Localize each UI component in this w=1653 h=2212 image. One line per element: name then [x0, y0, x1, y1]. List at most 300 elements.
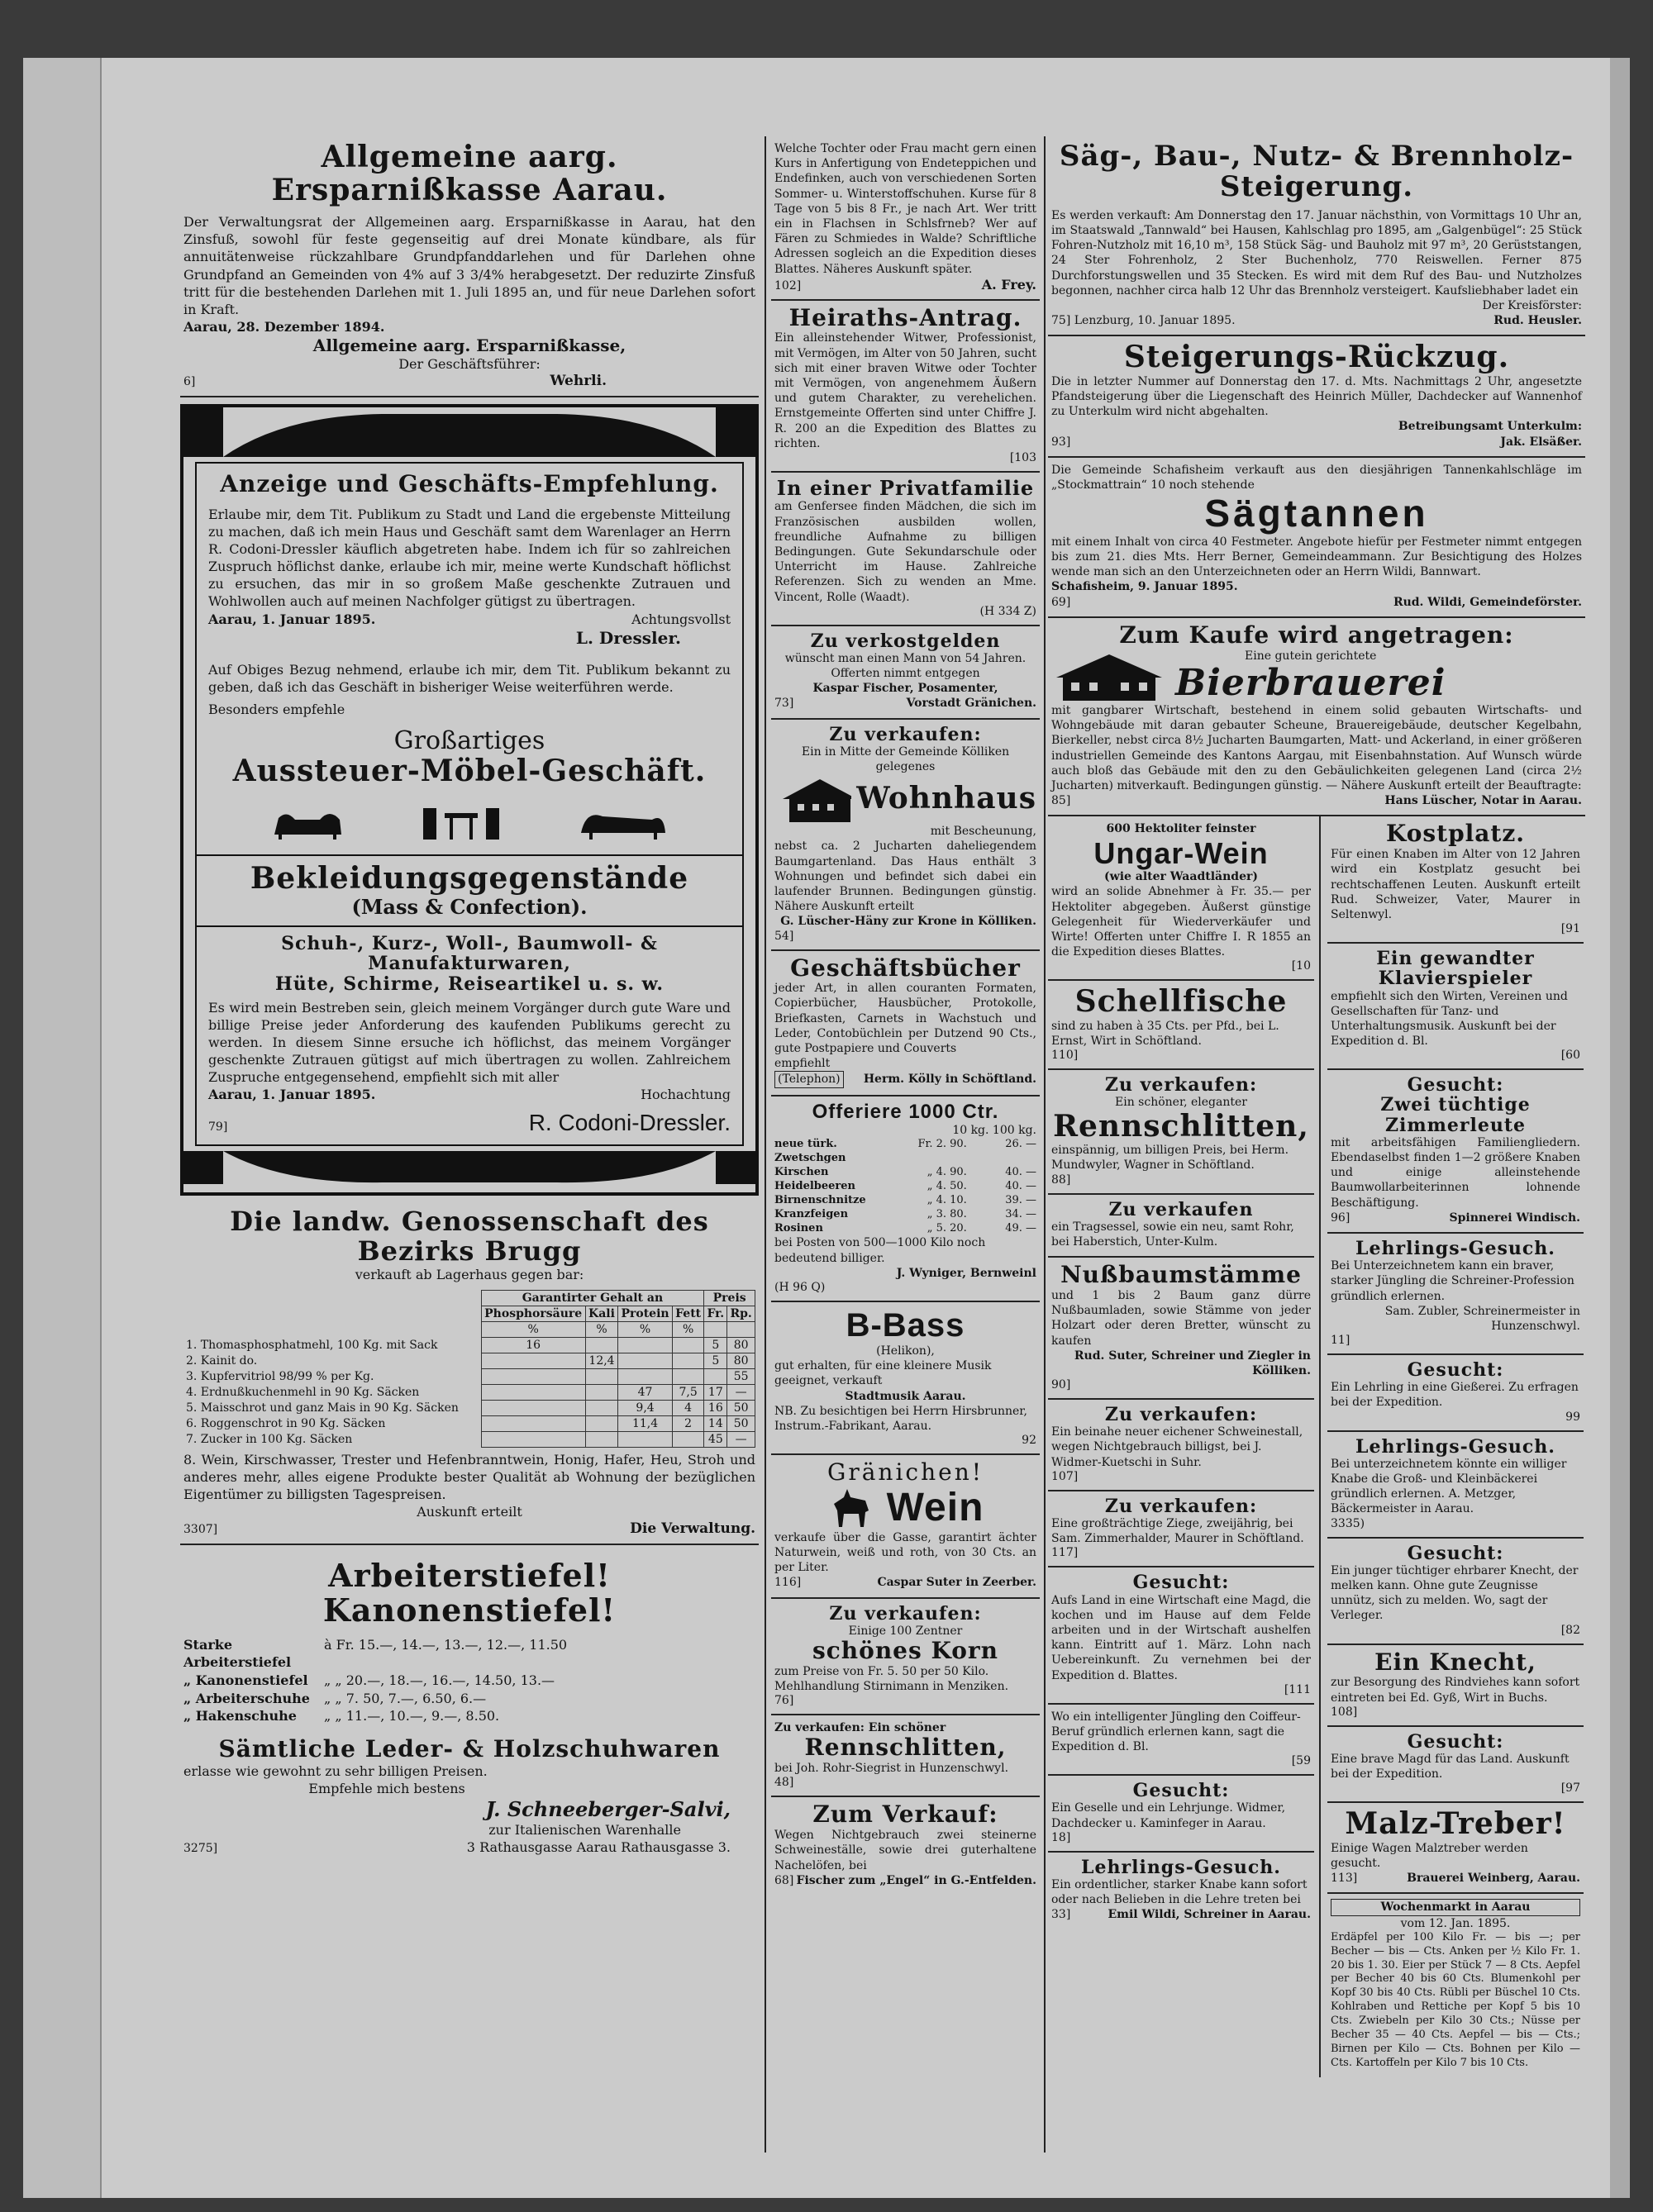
price-row	[183, 1707, 755, 1725]
table-cell: 14	[704, 1415, 727, 1431]
ad-heading: Bierbrauerei	[1175, 661, 1446, 704]
table-header: Garantirter Gehalt an	[481, 1290, 704, 1306]
ad-sign-role: Der Geschäftsführer:	[398, 355, 541, 372]
ad-intro: Ein in Mitte der Gemeinde Kölliken gelegenes	[801, 744, 1010, 773]
table-row	[183, 1431, 755, 1447]
product-name: Heidelbeeren	[774, 1179, 855, 1192]
price-values: „ „ 20.—, 18.—, 16.—, 14.50, 13.—	[324, 1672, 555, 1689]
ad-rennschlitten	[771, 1715, 1040, 1797]
ad-number: 33]	[1051, 1908, 1071, 1922]
ad-body: Es werden verkauft: Am Donnerstag den 17. Januar nächsthin, von Vormittags 10 Uhr an, im Staatswald „Tannwald“ bei Hausen, Kahlschlag pro 1895, am „Galgenbügel“: 25 Stück Fohren-Nutzholz mit 16,10 m³, 158 Stück Säg- und Bauholz mit 97 m³, 20 Gerüststangen, 24 Ster Fohrenholz, 2 Ster Buchenholz, 770 Reiswellen. Ferner 875 Durchforstungswellen und 35 Stecken. Es wird mit dem Ruf des Bau- und Nutzholzes begonnen, nachher circa halb 12 Uhr das Brennholz versteigert. Kaufsliebhaber ladet ein	[1051, 208, 1582, 297]
ad-greeting: Hochachtung	[641, 1087, 731, 1103]
ad-body: am Genfersee finden Mädchen, die sich im Französischen ausbilden wollen, freundliche Aufnahme zu billigen Bedingungen. Gute Sekundarschule oder Unterricht im Hause. Zahlreiche Referenzen. Sich zu wenden an Mme. Vincent, Rolle (Waadt).	[774, 500, 1036, 604]
ad-number: 18]	[1051, 1830, 1071, 1844]
ad-knecht-2	[1327, 1645, 1584, 1727]
ad-signature: J. Schneeberger-Salvi,	[485, 1796, 731, 1821]
ad-number: [103	[1009, 450, 1036, 464]
ad-signature: Fischer zum „Engel“ in G.-Entfelden.	[796, 1873, 1036, 1887]
ad-kostplatz	[1327, 816, 1584, 944]
ad-title: Steigerungs-Rückzug.	[1123, 340, 1510, 375]
ad-number: 68]	[774, 1873, 794, 1887]
brewery-building-icon	[1051, 649, 1167, 702]
ad-dressler	[195, 462, 744, 1146]
table-cell: 7,5	[672, 1384, 703, 1400]
column-3	[1048, 136, 1585, 2077]
ad-number: [111	[1284, 1682, 1311, 1696]
ad-signature: Wehrli.	[550, 373, 607, 390]
table-cell: 47	[618, 1384, 673, 1400]
table-row	[183, 1400, 755, 1415]
ad-title: Zu verkaufen	[1108, 1198, 1254, 1220]
product-name: 2. Kainit do.	[186, 1353, 258, 1368]
ad-title: Allgemeine aarg. Ersparnißkasse Aarau.	[271, 140, 668, 207]
ad-number: 54]	[774, 929, 794, 943]
ad-title: Offeriere 1000 Ctr.	[812, 1100, 999, 1123]
price-value: 39. —	[1005, 1193, 1036, 1206]
ad-body: bei Posten von 500—1000 Kilo noch bedeutend billiger.	[774, 1236, 986, 1265]
right-margin-strip	[1610, 58, 1630, 2198]
ad-subtitle: Ein schöner, eleganter	[1115, 1096, 1247, 1110]
product-name: neue türk. Zwetschgen	[774, 1138, 846, 1165]
ad-number: 79]	[208, 1120, 228, 1135]
ad-goods: Hüte, Schirme, Reiseartikel u. s. w.	[274, 973, 665, 995]
ad-info: Auskunft erteilt	[417, 1504, 522, 1520]
price-row	[774, 1208, 1036, 1222]
ad-title: Gesucht:	[1132, 1572, 1230, 1594]
ad-tragsessel	[1048, 1195, 1314, 1258]
table-cell	[585, 1431, 617, 1447]
ad-dressler-frame	[180, 404, 759, 1196]
ad-wochenmarkt	[1327, 1894, 1584, 2076]
ad-title: Ein Knecht,	[1374, 1648, 1536, 1676]
ad-nussbaum	[1048, 1258, 1314, 1400]
ad-body: gut erhalten, für eine kleinere Musik geeignet, verkauft	[774, 1359, 992, 1388]
ad-body: jeder Art, in allen couranten Formaten, Copierbücher, Hausbücher, Protokolle, Briefkasten, Carnets in Wachstuch und Leder, Contobüchlein per Dutzend 90 Cts., gute Postpapiere und Couverts	[774, 982, 1036, 1056]
ad-signature: Rud. Heusler.	[1493, 314, 1582, 328]
ad-body: Die in letzter Nummer auf Donnerstag den 17. d. Mts. Nachmittags 2 Uhr, angesetzte Pfandsteigerung über die Liegenschaft des Heinrich Müller, Dachdecker auf Wannenhof zu Unterkulm wird nicht abgehalten.	[1051, 374, 1582, 419]
ad-bierbrauerei	[1048, 618, 1585, 817]
price-row	[183, 1690, 755, 1708]
unit: %	[481, 1321, 585, 1337]
ad-number: 88]	[1051, 1173, 1071, 1187]
ad-body: Aufs Land in eine Wirtschaft eine Magd, die kochen und im Hause auf dem Felde arbeiten und in der Wirtschaft aushelfen kann. Eintritt auf 1. März. Lohn nach Uebereinkunft. Zu vernehmen bei der Expedition d. Blattes.	[1051, 1593, 1311, 1682]
house-icon	[774, 774, 851, 824]
ad-rennschlitten-2	[1048, 1070, 1314, 1194]
ad-body: Wo ein intelligenter Jüngling den Coiffeur-Beruf gründlich erlernen kann, sagt die Expedition d. Bl.	[1051, 1710, 1301, 1754]
table-cell: 16	[481, 1337, 585, 1353]
ad-number: [10	[1291, 959, 1311, 973]
table-cell: —	[727, 1431, 755, 1447]
column-header: Kali	[585, 1306, 617, 1321]
ad-body: 8. Wein, Kirschwasser, Trester und Hefenbranntwein, Honig, Hafer, Heu, Stroh und anderes mehr, alles eigene Produkte bester Qualität ab Wohnung der bezüglichen Eigentümer zu billigsten Tagespreisen.	[183, 1451, 755, 1503]
price-row	[774, 1180, 1036, 1194]
ad-korn	[771, 1599, 1040, 1716]
ad-magd	[1048, 1567, 1314, 1704]
ad-number: [82	[1560, 1623, 1580, 1637]
ad-body: sind zu haben à 35 Cts. per Pfd., bei L. Ernst, Wirt in Schöftland.	[1051, 1019, 1279, 1049]
ad-body: Bei unterzeichnetem könnte ein williger Knabe die Groß- und Kleinbäckerei gründlich erlernen. A. Metzger, Bäckermeister in Aarau.	[1331, 1457, 1567, 1516]
ad-number: 85]	[1051, 794, 1071, 808]
ad-title: Zum Kaufe wird angetragen:	[1119, 621, 1514, 649]
chaise-icon	[578, 802, 669, 841]
ad-subtitle: Eine gutein gerichtete	[1245, 649, 1377, 663]
product-name: 3. Kupfervitriol 98/99 % per Kg.	[186, 1369, 374, 1383]
table-cell	[618, 1353, 673, 1368]
ad-title: Gesucht:	[1132, 1780, 1230, 1802]
ad-body: wird an solide Abnehmer à Fr. 35.— per Hektoliter abgegeben. Äußerst günstige Gelegenheit für Wiederverkäufer und Wirte! Offerten unter Chiffre I. R 1855 an die Expedition dieses Blattes.	[1051, 885, 1311, 959]
table-cell	[672, 1431, 703, 1447]
ad-number: 110]	[1051, 1049, 1079, 1063]
ad-subtitle: vom 12. Jan. 1895.	[1400, 1916, 1511, 1930]
ad-signature: Stadtmusik Aarau.	[845, 1389, 966, 1403]
ad-body: Die Gemeinde Schafisheim verkauft aus den diesjährigen Tannenkahlschläge im „Stockmattrain“ 10 noch stehende	[1051, 463, 1582, 492]
ad-holzsteigerung	[1048, 136, 1585, 336]
product-name: Kirschen	[774, 1165, 829, 1178]
ad-lehrling-2	[1327, 1432, 1584, 1539]
ad-number: 73]	[774, 697, 794, 711]
ad-title: Ein gewandter Klavierspieler	[1376, 948, 1535, 990]
ad-body: Auf Obiges Bezug nehmend, erlaube ich mir, dem Tit. Publikum bekannt zu geben, daß ich das Geschäft in bisheriger Weise weiterführen werde.	[208, 661, 731, 695]
ad-subtitle: (Helikon),	[876, 1344, 935, 1358]
goat-icon	[827, 1486, 877, 1530]
ad-number: 117]	[1051, 1546, 1079, 1560]
ad-body: Wegen Nichtgebrauch zwei steinerne Schweineställe, sowie drei guterhaltene Nachelöfen, bei	[774, 1829, 1036, 1872]
ad-number: 3275]	[183, 1841, 218, 1855]
price-value: „ 4. 50.	[927, 1179, 967, 1192]
table-cell: 5	[704, 1353, 727, 1368]
ad-ungarwein	[1048, 816, 1314, 981]
ad-heading: Aussteuer-Möbel-Geschäft.	[232, 753, 707, 788]
table-cell	[481, 1431, 585, 1447]
ad-ziege	[1048, 1491, 1314, 1568]
price-row	[774, 1222, 1036, 1236]
ad-note: NB. Zu besichtigen bei Herrn Hirsbrunner, Instrum.-Fabrikant, Aarau.	[774, 1404, 1027, 1433]
table-cell: 9,4	[618, 1400, 673, 1415]
table-cell: 55	[727, 1368, 755, 1384]
ad-title: Nußbaumstämme	[1060, 1261, 1302, 1289]
ad-signature: Sam. Zubler, Schreinermeister in Hunzenschwyl.	[1384, 1304, 1580, 1333]
ad-body: Eine brave Magd für das Land. Auskunft bei der Expedition.	[1331, 1752, 1570, 1781]
price-value: „ 5. 20.	[927, 1221, 967, 1234]
ad-body: Erlaube mir, dem Tit. Publikum zu Stadt und Land die ergebenste Mitteilung zu machen, daß ich mein Haus und Geschäft samt dem Warenlager an Herrn R. Codoni-Dressler käuflich abgetreten habe. Indem ich für so zahlreichen Zuspruch höflichst danke, erlaube ich mir, meine werte Kundschaft höflichst zu ersuchen, das mir in so großem Maße geschenkte Zutrauen und Wohlwollen auch auf meinen Nachfolger gütigst zu übertragen.	[208, 506, 731, 610]
ad-number: [59	[1291, 1754, 1311, 1768]
ad-subtitle: verkauft ab Lagerhaus gegen bar:	[355, 1266, 584, 1282]
ad-giesserei	[1327, 1355, 1584, 1432]
ad-body: wünscht man einen Mann von 54 Jahren. Offerten nimmt entgegen	[784, 651, 1027, 681]
ad-bass	[771, 1302, 1040, 1455]
classifieds-two-column	[1048, 816, 1585, 2076]
ad-title: Die landw. Genossenschaft des Bezirks Brugg	[230, 1206, 709, 1267]
ad-signature: A. Frey.	[981, 276, 1036, 293]
ad-title: Lehrlings-Gesuch.	[1081, 1856, 1281, 1878]
ad-title: Ungar-Wein	[1093, 835, 1269, 870]
ad-stiefel	[180, 1545, 759, 1862]
ad-subheading: (Mass & Confection).	[351, 895, 588, 920]
ad-privat	[771, 473, 1040, 626]
ad-signature: Die Verwaltung.	[630, 1520, 755, 1538]
price-value: 40. —	[1005, 1165, 1036, 1178]
ad-address: 3 Rathausgasse Aarau Rathausgasse 3.	[466, 1839, 731, 1855]
ad-body: und 1 bis 2 Baum ganz dürre Nußbaumladen, sowie Stämme von jeder Holzart oder deren Bretter, wünscht zu kaufen	[1051, 1288, 1311, 1348]
ad-body: Ein alleinstehender Witwer, Professionist, mit Vermögen, im Alter von 50 Jahren, sucht sich mit einer braven Witwe oder Tochter mit Vermögen, von angenehmem Äußern und gutem Charakter, zu verehelichen. Ernstgemeinte Offerten sind unter Chiffre J. R. 200 an die Expedition des Blattes zu richten.	[774, 331, 1036, 450]
decorative-arch	[183, 407, 755, 457]
ad-body: Ein ordentlicher, starker Knabe kann sofort oder nach Belieben in die Lehre treten bei	[1051, 1878, 1308, 1907]
ad-body: Erdäpfel per 100 Kilo Fr. — bis —; per Becher — bis — Cts. Anken per ½ Kilo Fr. 1. 20 bis 1. 30. Eier per Stück 7 — 8 Cts. Aepfel per Becher 40 bis 60 Cts. Blumenkohl per Kopf 30 bis 40 Cts. Rübli per Büschel 10 Cts. Kohlraben und Rettiche per Kopf 5 bis 10 Cts. Zwiebeln per Kilo 30 Cts.; Nüsse per Becher 35 — 40 Cts. Aepfel — bis — Cts.; Birnen per Kilo — Cts. Bohnen per Kilo — Cts. Kartoffeln per Kilo 7 bis 10 Cts.	[1331, 1930, 1580, 2069]
ad-offerte	[771, 1096, 1040, 1302]
table-chairs-icon	[420, 802, 503, 841]
table-row	[183, 1415, 755, 1431]
left-margin-strip	[23, 58, 102, 2198]
ad-body: empfiehlt sich den Wirten, Vereinen und Gesellschaften für Tanz- und Unterhaltungsmusik. Auskunft bei der Expedition d. Bl.	[1331, 989, 1568, 1049]
table-cell	[672, 1353, 703, 1368]
ad-heading: Wohnhaus	[856, 781, 1036, 816]
ad-signature: Spinnerei Windisch.	[1449, 1211, 1580, 1225]
ad-coiffeur	[1048, 1705, 1314, 1777]
table-cell	[481, 1384, 585, 1400]
table-row	[183, 1384, 755, 1400]
sofa-icon	[270, 802, 345, 841]
ad-wein	[771, 1455, 1040, 1599]
table-cell: 80	[727, 1337, 755, 1353]
ad-number: 99	[1565, 1410, 1580, 1424]
ad-number: 69]	[1051, 595, 1071, 609]
product-name: 7. Zucker in 100 Kg. Säcken	[186, 1432, 353, 1446]
table-cell: —	[727, 1384, 755, 1400]
ad-heading: Rennschlitten,	[804, 1734, 1007, 1762]
column-2	[771, 136, 1040, 1895]
column-header: Fett	[672, 1306, 703, 1321]
ad-signature: Vorstadt Gränichen.	[906, 697, 1036, 711]
table-cell	[585, 1368, 617, 1384]
price-list	[774, 1138, 1036, 1235]
ad-ersparniskasse	[180, 136, 759, 397]
ad-body: Ein beinahe neuer eichener Schweinestall, wegen Nichtgebrauch billigst, bei J. Widmer-Kuetschi in Suhr.	[1051, 1425, 1303, 1469]
table-cell	[704, 1368, 727, 1384]
table-cell: 80	[727, 1353, 755, 1368]
ad-schellfische	[1048, 981, 1314, 1070]
ad-title: Gesucht:	[1407, 1359, 1504, 1382]
ad-rueckzug	[1048, 336, 1585, 458]
ad-title: Wochenmarkt in Aarau	[1331, 1899, 1580, 1915]
ad-signature: Rud. Wildi, Gemeindeförster.	[1393, 595, 1582, 609]
price-value: Fr. 2. 90.	[917, 1138, 967, 1151]
ad-title: Kostplatz.	[1385, 820, 1526, 848]
ad-number: 3335)	[1331, 1516, 1365, 1530]
ad-heading: Wein	[886, 1485, 984, 1529]
price-row	[774, 1166, 1036, 1180]
table-cell	[481, 1400, 585, 1415]
ad-subtitle: Einige 100 Zentner	[848, 1624, 963, 1638]
ad-title: Zu verkaufen: Ein schöner	[774, 1721, 946, 1735]
table-row	[183, 1353, 755, 1368]
ad-title: Lehrlings-Gesuch.	[1355, 1435, 1555, 1458]
ad-malztreber	[1327, 1803, 1584, 1894]
ad-body: verkaufe über die Gasse, garantirt ächter Naturwein, weiß und roth, von 30 Cts. an per Liter.	[774, 1530, 1036, 1575]
table-cell: 16	[704, 1400, 727, 1415]
ad-title: B-Bass	[846, 1306, 965, 1344]
ad-subheading: Großartiges	[393, 725, 545, 755]
product-name: Starke Arbeiterstiefel	[183, 1636, 292, 1671]
ad-schweinestall	[1048, 1400, 1314, 1491]
ad-title: Zum Verkauf:	[812, 1801, 998, 1829]
ad-recommend: Empfehle mich bestens	[308, 1780, 465, 1796]
ad-number: [91	[1560, 922, 1580, 936]
ad-title: Zu verkaufen:	[1104, 1074, 1258, 1096]
ad-pretitle: 600 Hektoliter feinster	[1106, 822, 1256, 836]
ad-number: [97	[1560, 1781, 1580, 1796]
ad-date: Schafisheim, 9. Januar 1895.	[1051, 580, 1238, 594]
column-rule	[765, 136, 766, 2153]
price-value: „ 3. 80.	[927, 1207, 967, 1220]
ad-signature: Herm. Kölly in Schöftland.	[863, 1073, 1036, 1087]
table-cell: 11,4	[618, 1415, 673, 1431]
ad-title: Zu verkaufen:	[1104, 1495, 1258, 1517]
ad-title: Zu verkaufen:	[829, 723, 982, 745]
ad-body: mit gangbarer Wirtschaft, bestehend in einem solid gebauten Wirtschafts- und Wohngebäude mit daran gebauter Scheune, Brauereigebäude, deutscher Kegelbahn, Bierkeller, nebst circa 8½ Jucharten Baumgarten, Matt- und Ackerland, in einer größeren industriellen Gemeinde des Kantons Aargau, mit Eisenbahnstation. Auf Wunsch würde auch bloß das Gebäude mit den zu den Gebäulichkeiten gelegenen Land (circa 2½ Jucharten) mitverkauft. Bedingungen günstig. — Nähere Auskunft erteilt der Beauftragte:	[1051, 704, 1582, 793]
ad-subheading: mit Bescheunung,	[930, 825, 1036, 839]
table-cell: 45	[704, 1431, 727, 1447]
product-name: „ Kanonenstiefel	[183, 1672, 308, 1689]
ad-body: ein Tragsessel, sowie ein neu, samt Rohr, bei Haberstich, Unter-Kulm.	[1051, 1220, 1294, 1249]
table-cell	[481, 1368, 585, 1384]
ad-body: mit einem Inhalt von circa 40 Festmeter. Angebote hiefür per Festmeter nimmt entgegen bis zum 21. dies Mts. Herr Berner, Gemeindeammann. Zur Besichtigung des Holzes wende man sich an den Unterzeichneten oder an Herrn Wildi, Bannwart.	[1051, 535, 1582, 579]
ad-number: 3307]	[183, 1523, 218, 1537]
table-header: Preis	[704, 1290, 755, 1306]
product-name: 5. Maisschrot und ganz Mais in 90 Kg. Säcken	[186, 1401, 459, 1415]
table-cell	[585, 1400, 617, 1415]
ad-body: Einige Wagen Malztreber werden gesucht.	[1331, 1841, 1528, 1871]
ad-frey	[771, 136, 1040, 301]
ad-body: erlasse wie gewohnt zu sehr billigen Preisen.	[183, 1762, 488, 1779]
product-name: 1. Thomasphosphatmehl, 100 Kg. mit Sack	[186, 1338, 438, 1352]
ad-geselle	[1048, 1776, 1314, 1853]
table-cell: 50	[727, 1415, 755, 1431]
ad-title: Schellfische	[1074, 984, 1288, 1020]
ad-heading: schönes Korn	[812, 1637, 999, 1665]
column-1	[180, 136, 759, 1862]
ad-number: [60	[1560, 1049, 1580, 1063]
table-cell	[585, 1337, 617, 1353]
price-values: „ „ 11.—, 10.—, 9.—, 8.50.	[324, 1708, 500, 1724]
ad-number: 107]	[1051, 1469, 1079, 1483]
ad-signature: J. Wyniger, Bernweinl	[896, 1266, 1036, 1280]
ad-title: Zu verkostgelden	[810, 630, 1001, 652]
ad-title: Gesucht:	[1407, 1074, 1504, 1096]
ad-body: einspännig, um billigen Preis, bei Herm. Mundwyler, Wagner in Schöftland.	[1051, 1144, 1289, 1173]
table-cell: 17	[704, 1384, 727, 1400]
price-value: 40. —	[1005, 1179, 1036, 1192]
ad-signature: Jak. Elsäßer.	[1500, 435, 1582, 449]
ad-number: 96]	[1331, 1211, 1351, 1225]
decorative-arch	[183, 1151, 755, 1184]
product-name: Kranzfeigen	[774, 1207, 849, 1220]
ad-lehrling-1	[1327, 1234, 1584, 1355]
table-cell	[672, 1368, 703, 1384]
ad-body: Für einen Knaben im Alter von 12 Jahren wird ein Kostplatz gesucht bei rechtschaffenen Leuten. Auskunft erteilt Rud. Schweizer, Vater, Maurer in Seltenwyl.	[1331, 848, 1580, 921]
ad-body: Ein junger tüchtiger ehrbarer Knecht, der melken kann. Ohne gute Zeugnisse unnütz, sich zu melden. Wo, sagt der Verleger.	[1331, 1563, 1579, 1623]
ad-signature: Hans Lüscher, Notar in Aarau.	[1384, 794, 1582, 808]
ad-number: 75]	[1051, 314, 1071, 328]
table-cell: 12,4	[585, 1353, 617, 1368]
ad-title: Malz-Treber!	[1345, 1806, 1566, 1842]
ad-number: 11]	[1331, 1334, 1351, 1348]
price-row	[774, 1138, 1036, 1166]
product-name: Rosinen	[774, 1221, 823, 1234]
ad-zimmerleute	[1327, 1070, 1584, 1234]
ad-recommend: empfiehlt	[774, 1057, 831, 1071]
ad-phone: (Telephon)	[774, 1071, 844, 1087]
furniture-illustrations	[233, 802, 706, 841]
ad-number: 92	[1022, 1434, 1036, 1448]
ad-signature: R. Codoni-Dressler.	[528, 1110, 731, 1136]
ad-heading: Rennschlitten,	[1053, 1108, 1309, 1144]
column-header: Fr.	[704, 1306, 727, 1321]
ad-signature: Kaspar Fischer, Posamenter,	[812, 682, 998, 696]
ad-number: 48]	[774, 1776, 794, 1790]
price-row	[183, 1672, 755, 1690]
ad-sign-role: Betreibungsamt Unterkulm:	[1398, 420, 1582, 434]
ad-number: 6]	[183, 375, 196, 389]
unit: %	[618, 1321, 673, 1337]
ad-saegtannen	[1048, 458, 1585, 618]
ad-title: Zu verkaufen:	[829, 1602, 982, 1625]
ad-body: zum Preise von Fr. 5. 50 per 50 Kilo. Mehlhandlung Stirnimann in Menziken.	[774, 1664, 1009, 1694]
table-cell: 4	[672, 1400, 703, 1415]
price-row	[183, 1636, 755, 1672]
price-row	[774, 1194, 1036, 1208]
table-cell	[481, 1353, 585, 1368]
price-value: 49. —	[1005, 1221, 1036, 1234]
price-list	[183, 1636, 755, 1725]
table-cell	[618, 1337, 673, 1353]
ad-body: Welche Tochter oder Frau macht gern einen Kurs in Anfertigung von Endeteppichen und Endefinken, auch von verschiedenen Sorten Sommer- u. Winterstoffschuhen. Kurse für 8 Tage von 5 bis 8 Fr., je nach Art. Wer tritt ein in Flachsen in Schlsfrneb? Wer auf Fären zu Schmiedes in Walde? Schriftliche Adressen sogleich an die Expedition dieses Blattes. Näheres Auskunft später.	[774, 142, 1036, 276]
ad-lehrling-3	[1048, 1853, 1314, 1929]
ad-title: Zu verkaufen:	[1104, 1404, 1258, 1426]
ad-address: zur Italienischen Warenhalle	[488, 1821, 681, 1838]
ad-body: mit arbeitsfähigen Familiengliedern. Ebendaselbst finden 1—2 größere Knaben und einige alleinstehende Baumwollarbeiterinnen lohnende Beschäftigung.	[1331, 1135, 1580, 1210]
ad-goods: Schuh-, Kurz-, Woll-, Baumwoll- & Manufakturwaren,	[281, 933, 658, 975]
classifieds-right	[1321, 816, 1584, 2076]
product-name: 6. Roggenschrot in 90 Kg. Säcken	[186, 1416, 386, 1430]
product-name: 4. Erdnußkuchenmehl in 90 Kg. Säcken	[186, 1385, 420, 1399]
table-cell	[618, 1368, 673, 1384]
ad-title: Geschäftsbücher	[790, 954, 1021, 982]
newspaper-page	[23, 58, 1630, 2198]
ad-signature: Rud. Suter, Schreiner und Ziegler in Kölliken.	[1074, 1349, 1311, 1377]
ad-code: (H 96 Q)	[774, 1280, 826, 1294]
ad-title: Säg-, Bau-, Nutz- & Brennholz-Steigerung.	[1059, 140, 1574, 204]
table-row	[183, 1337, 755, 1353]
ad-body: Es wird mein Bestreben sein, gleich meinem Vorgänger durch gute Ware und billige Preise jeder Anforderung des kaufenden Publikums gerecht zu werden. In diesem Sinne ersuche ich höflichst, das meinem Vorgänger geschenkte Zutrauen gütigst auf mich übertragen zu wollen. Zahlreichem Zuspruche entgegensehend, empfiehlt sich mit aller	[208, 999, 731, 1086]
price-value: 26. —	[1005, 1138, 1036, 1151]
ad-title: Lehrlings-Gesuch.	[1355, 1237, 1555, 1259]
price-values: à Fr. 15.—, 14.—, 13.—, 12.—, 11.50	[324, 1636, 568, 1653]
ad-sign-role: Der Kreisförster:	[1482, 298, 1582, 312]
table-cell: 50	[727, 1400, 755, 1415]
ad-buecher	[771, 951, 1040, 1096]
ad-verkauf	[771, 1797, 1040, 1895]
ad-title: Heiraths-Antrag.	[788, 303, 1022, 331]
ad-brugg	[180, 1202, 759, 1545]
ad-sign: Allgemeine aarg. Ersparnißkasse,	[312, 335, 626, 355]
table-cell	[585, 1384, 617, 1400]
ad-body: Der Verwaltungsrat der Allgemeinen aarg. Ersparnißkasse in Aarau, hat den Zinsfuß, sowohl für feste gegenseitig auf drei Monate kündbare, als für annuitätenweise rückzahlbare Grundpfanddarlehen und für Darlehen ohne Grundpfand an Gemeinden von 4% auf 3 3/4% herabgesetzt. Der reduzirte Zinsfuß tritt für die bestehenden Darlehen mit 1. Juli 1895 an, und für neue Darlehen sofort in Kraft.	[183, 214, 755, 317]
ad-signature: Emil Wildi, Schreiner in Aarau.	[1108, 1908, 1311, 1922]
ad-body: Eine großträchtige Ziege, zweijährig, bei Sam. Zimmerhalder, Maurer in Schöftland.	[1051, 1517, 1304, 1546]
price-table	[183, 1290, 755, 1448]
ad-title: Gränichen!	[826, 1458, 984, 1487]
ad-body: Bei Unterzeichnetem kann ein braver, starker Jüngling die Schreiner-Profession gründlich erlernen.	[1331, 1259, 1574, 1303]
